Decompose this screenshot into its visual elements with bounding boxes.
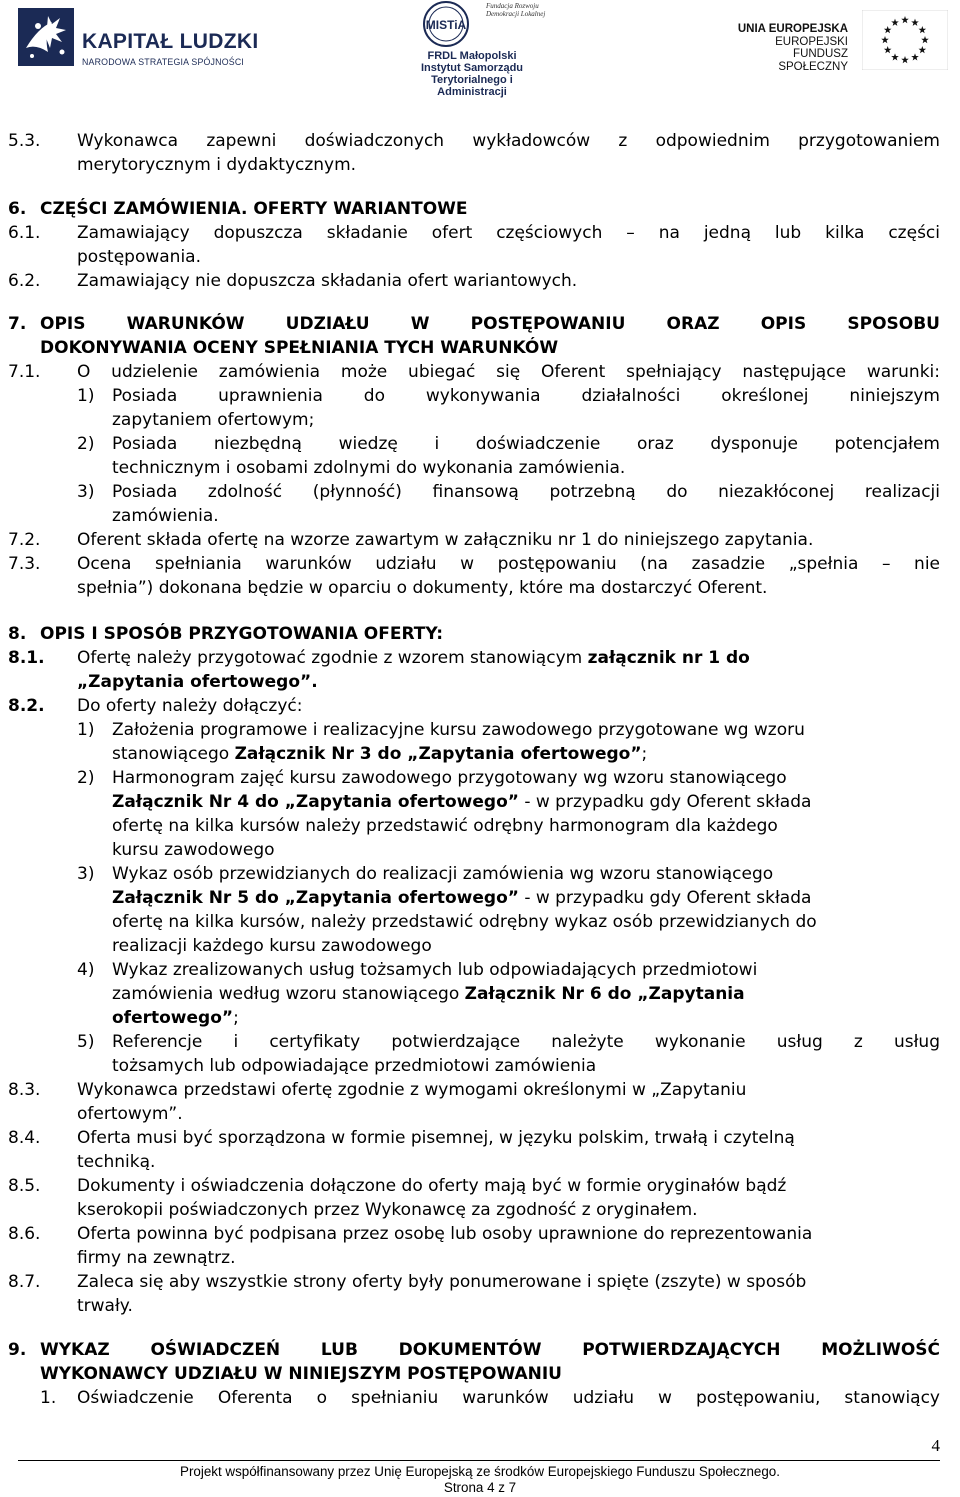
plain-text: ; bbox=[233, 1008, 239, 1028]
line-number: 7. bbox=[8, 314, 27, 334]
footer-funding-text: Projekt współfinansowany przez Unię Europejską ze środków Europejskiego Funduszu Społecznego. bbox=[180, 1464, 780, 1479]
plain-text: spełnia”) dokonana będzie w oparciu o dokumenty, które ma dostarczyć Oferent. bbox=[77, 578, 768, 598]
line-number: 9. bbox=[8, 1340, 27, 1360]
line-number: 8.2. bbox=[8, 696, 45, 716]
line-number: 5) bbox=[77, 1032, 95, 1052]
text-line bbox=[112, 1008, 239, 1028]
eu-line-1: UNIA EUROPEJSKA bbox=[737, 23, 848, 35]
plain-text: - w przypadku gdy Oferent składa bbox=[518, 792, 812, 812]
bold-text: Załącznik Nr 4 do „Zapytania ofertowego” bbox=[112, 792, 519, 812]
text-line bbox=[77, 578, 767, 598]
line-number: 4) bbox=[77, 960, 95, 980]
text-line bbox=[40, 1364, 562, 1384]
plain-text: Posiada uprawnienia do wykonywania działalności określonej niniejszym bbox=[112, 386, 940, 406]
text-line bbox=[112, 888, 811, 908]
bold-text: Załącznik Nr 6 do „Zapytania bbox=[464, 984, 745, 1004]
plain-text: Zamawiający nie dopuszcza składania ofert wariantowych. bbox=[77, 271, 578, 291]
text-line bbox=[77, 530, 813, 550]
text-line bbox=[40, 624, 443, 644]
text-line bbox=[112, 792, 811, 812]
text-line bbox=[77, 1224, 812, 1244]
plain-text: zamówienia. bbox=[112, 506, 219, 526]
line-number: 8.4. bbox=[8, 1128, 41, 1148]
text-line bbox=[40, 314, 940, 334]
plain-text: Wykaz zrealizowanych usług tożsamych lub odpowiadających przedmiotowi bbox=[112, 960, 758, 980]
plain-text: ofertę na kilka kursów, należy przedstawić odrębny wykaz osób przewidzianych do bbox=[112, 912, 817, 932]
plain-text: Dokumenty i oświadczenia dołączone do oferty mają być w formie oryginałów bądź bbox=[77, 1176, 787, 1196]
page-number: 4 bbox=[931, 1436, 940, 1455]
text-line bbox=[112, 912, 817, 932]
plain-text: zamówienia według wzoru stanowiącego bbox=[112, 984, 465, 1004]
text-line bbox=[112, 458, 625, 478]
text-line bbox=[77, 131, 940, 151]
plain-text: CZĘŚCI ZAMÓWIENIA. OFERTY WARIANTOWE bbox=[40, 199, 468, 219]
text-line bbox=[77, 554, 940, 574]
eu-flag-icon bbox=[862, 10, 948, 70]
text-line bbox=[112, 1032, 940, 1052]
text-line bbox=[77, 648, 750, 668]
plain-text: Zaleca się aby wszystkie strony oferty były ponumerowane i spięte (zszyte) w sposób bbox=[77, 1272, 807, 1292]
plain-text: kursu zawodowego bbox=[112, 840, 275, 860]
text-line bbox=[112, 960, 757, 980]
line-number: 7.1. bbox=[8, 362, 41, 382]
text-line bbox=[112, 744, 647, 764]
plain-text: WYKAZ OŚWIADCZEŃ LUB DOKUMENTÓW POTWIERDZAJĄCYCH MOŻLIWOŚĆ bbox=[40, 1340, 940, 1360]
text-line bbox=[40, 1340, 940, 1360]
line-number: 1) bbox=[77, 720, 95, 740]
text-line bbox=[77, 247, 201, 267]
plain-text: stanowiącego bbox=[112, 744, 235, 764]
bold-text: Załącznik Nr 3 do „Zapytania ofertowego” bbox=[234, 744, 642, 764]
fundacja-text: Fundacja Rozwoju Demokracji Lokalnej bbox=[486, 2, 546, 18]
text-line bbox=[77, 223, 940, 243]
text-line bbox=[112, 840, 275, 860]
line-number: 8.5. bbox=[8, 1176, 41, 1196]
kapital-ludzki-emblem-icon bbox=[18, 8, 78, 70]
line-number: 7.3. bbox=[8, 554, 41, 574]
text-line bbox=[77, 362, 940, 382]
text-line bbox=[112, 720, 805, 740]
plain-text: tożsamych lub odpowiadające przedmiotowi zamówienia bbox=[112, 1056, 597, 1076]
line-number: 6.1. bbox=[8, 223, 41, 243]
plain-text: Zamawiający dopuszcza składanie ofert częściowych – na jedną lub kilka części bbox=[77, 223, 940, 243]
plain-text: Założenia programowe i realizacyjne kursu zawodowego przygotowane wg wzoru bbox=[112, 720, 805, 740]
plain-text: Oświadczenie Oferenta o spełnianiu warunków udziału w postępowaniu, stanowiący bbox=[77, 1388, 940, 1408]
eu-logo-text bbox=[736, 23, 848, 73]
text-line bbox=[77, 1248, 235, 1268]
line-number: 8. bbox=[8, 624, 27, 644]
plain-text: techniką. bbox=[77, 1152, 156, 1172]
footer-divider bbox=[18, 1460, 940, 1461]
eu-line-3: FUNDUSZ SPOŁECZNY bbox=[778, 48, 848, 73]
plain-text: O udzielenie zamówienia może ubiegać się Oferent spełniający następujące warunki: bbox=[77, 362, 940, 382]
text-line bbox=[112, 768, 787, 788]
plain-text: Posiada niezbędną wiedzę i doświadczenie oraz dysponuje potencjałem bbox=[112, 434, 940, 454]
line-number: 8.3. bbox=[8, 1080, 41, 1100]
line-number: 6. bbox=[8, 199, 27, 219]
mistia-logo bbox=[412, 0, 547, 98]
text-line bbox=[40, 338, 558, 358]
plain-text: Wykonawca zapewni doświadczonych wykładowców z odpowiednim przygotowaniem bbox=[77, 131, 940, 151]
plain-text: postępowania. bbox=[77, 247, 202, 267]
kapital-ludzki-title: KAPITAŁ LUDZKI bbox=[82, 30, 259, 53]
plain-text: trwały. bbox=[77, 1296, 133, 1316]
line-number: 8.1. bbox=[8, 648, 45, 668]
text-line bbox=[77, 155, 356, 175]
text-line bbox=[77, 1080, 746, 1100]
plain-text: DOKONYWANIA OCENY SPEŁNIANIA TYCH WARUNKÓW bbox=[40, 338, 559, 358]
text-line bbox=[77, 271, 577, 291]
text-line bbox=[77, 1152, 155, 1172]
text-line bbox=[112, 434, 940, 454]
eu-logo bbox=[700, 8, 952, 72]
bold-text: Załącznik Nr 5 do „Zapytania ofertowego” bbox=[112, 888, 519, 908]
text-line bbox=[77, 696, 302, 716]
line-number: 1) bbox=[77, 386, 95, 406]
plain-text: Oferta musi być sporządzona w formie pisemnej, w języku polskim, trwałą i czytelną bbox=[77, 1128, 795, 1148]
text-line bbox=[77, 1128, 795, 1148]
text-line bbox=[77, 1104, 183, 1124]
text-line bbox=[77, 1272, 806, 1292]
plain-text: realizacji każdego kursu zawodowego bbox=[112, 936, 432, 956]
mistia-seal-icon bbox=[412, 0, 482, 48]
plain-text: merytorycznym i dydaktycznym. bbox=[77, 155, 357, 175]
bold-text: ofertowego” bbox=[112, 1008, 234, 1028]
text-line bbox=[77, 1176, 786, 1196]
footer-page-counter: Strona 4 z 7 bbox=[443, 1480, 517, 1495]
text-line bbox=[77, 672, 318, 692]
plain-text: - w przypadku gdy Oferent składa bbox=[518, 888, 812, 908]
text-line bbox=[112, 864, 773, 884]
mistia-seal-text: MISTiA bbox=[425, 18, 467, 32]
line-number: 1. bbox=[40, 1388, 57, 1408]
bold-text: „Zapytania ofertowego”. bbox=[77, 672, 318, 692]
frdl-text: FRDL Małopolski Instytut Samorządu Terytorialnego i Administracji bbox=[420, 50, 524, 98]
plain-text: Oferta powinna być podpisana przez osobę lub osoby uprawnione do reprezentowania bbox=[77, 1224, 813, 1244]
bold-text: załącznik nr 1 do bbox=[587, 648, 750, 668]
kapital-ludzki-logo bbox=[18, 8, 278, 70]
line-number: 8.6. bbox=[8, 1224, 41, 1244]
plain-text: ofertę na kilka kursów należy przedstawić odrębny harmonogram dla każdego bbox=[112, 816, 778, 836]
plain-text: Ofertę należy przygotować zgodnie z wzorem stanowiącym bbox=[77, 648, 588, 668]
plain-text: kserokopii poświadczonych przez Wykonawcę za zgodność z oryginałem. bbox=[77, 1200, 698, 1220]
text-line bbox=[40, 199, 468, 219]
plain-text: Posiada zdolność (płynność) finansową potrzebną do niezakłóconej realizacji bbox=[112, 482, 940, 502]
line-number: 7.2. bbox=[8, 530, 41, 550]
text-line bbox=[77, 1296, 133, 1316]
plain-text: Ocena spełniania warunków udziału w postępowaniu (na zasadzie „spełnia – nie bbox=[77, 554, 940, 574]
text-line bbox=[112, 410, 314, 430]
plain-text: Do oferty należy dołączyć: bbox=[77, 696, 303, 716]
line-number: 3) bbox=[77, 482, 95, 502]
line-number: 2) bbox=[77, 768, 95, 788]
line-number: 8.7. bbox=[8, 1272, 41, 1292]
kapital-ludzki-subtitle: NARODOWA STRATEGIA SPÓJNOŚCI bbox=[82, 57, 245, 67]
eu-line-2: EUROPEJSKI bbox=[775, 35, 848, 48]
plain-text: Oferent składa ofertę na wzorze zawartym w załączniku nr 1 do niniejszego zapytania. bbox=[77, 530, 814, 550]
plain-text: Harmonogram zajęć kursu zawodowego przygotowany wg wzoru stanowiącego bbox=[112, 768, 787, 788]
line-number: 2) bbox=[77, 434, 95, 454]
plain-text: ; bbox=[641, 744, 648, 764]
text-line bbox=[112, 506, 219, 526]
plain-text: technicznym i osobami zdolnymi do wykonania zamówienia. bbox=[112, 458, 626, 478]
plain-text: ofertowym”. bbox=[77, 1104, 183, 1124]
text-line bbox=[112, 816, 778, 836]
text-line bbox=[112, 386, 940, 406]
plain-text: firmy na zewnątrz. bbox=[77, 1248, 236, 1268]
line-number: 5.3. bbox=[8, 131, 41, 151]
text-line bbox=[112, 984, 745, 1004]
text-line bbox=[112, 936, 432, 956]
text-line bbox=[112, 482, 940, 502]
plain-text: Wykaz osób przewidzianych do realizacji zamówienia wg wzoru stanowiącego bbox=[112, 864, 774, 884]
plain-text: zapytaniem ofertowym; bbox=[112, 410, 315, 430]
plain-text: OPIS WARUNKÓW UDZIAŁU W POSTĘPOWANIU ORAZ OPIS SPOSOBU bbox=[40, 314, 940, 334]
line-number: 6.2. bbox=[8, 271, 41, 291]
plain-text: Referencje i certyfikaty potwierdzające należyte wykonanie usług z usług bbox=[112, 1032, 940, 1052]
plain-text: OPIS I SPOSÓB PRZYGOTOWANIA OFERTY: bbox=[40, 624, 444, 644]
line-number: 3) bbox=[77, 864, 95, 884]
plain-text: Wykonawca przedstawi ofertę zgodnie z wymogami określonymi w „Zapytaniu bbox=[77, 1080, 747, 1100]
text-line bbox=[77, 1388, 940, 1408]
plain-text: WYKONAWCY UDZIAŁU W NINIEJSZYM POSTĘPOWANIU bbox=[40, 1364, 562, 1384]
text-line bbox=[77, 1200, 698, 1220]
text-line bbox=[112, 1056, 596, 1076]
